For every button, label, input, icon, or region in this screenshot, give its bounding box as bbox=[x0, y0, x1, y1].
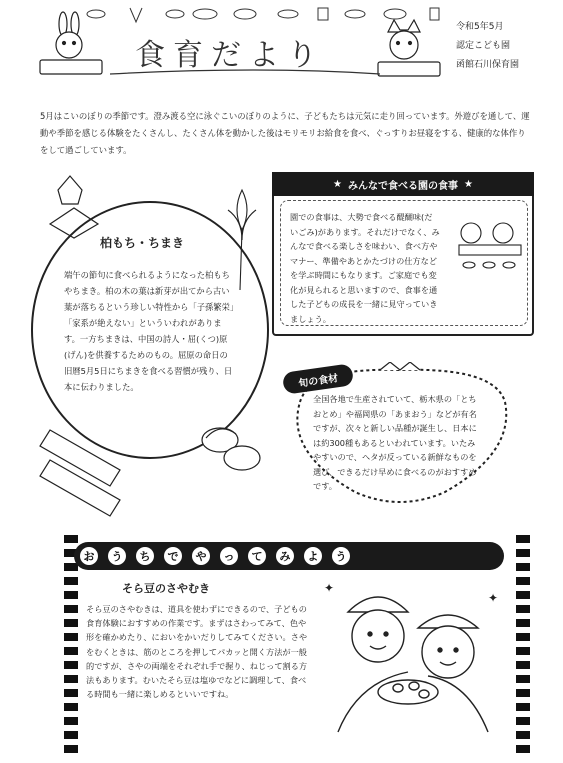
banner-char: よ bbox=[304, 547, 322, 565]
header-meta bbox=[456, 18, 519, 75]
children-eating-icon bbox=[455, 215, 525, 275]
banner-char: で bbox=[164, 547, 182, 565]
banner-char: っ bbox=[220, 547, 238, 565]
soramame-body: そら豆のさやむきは、道具を使わずにできるので、子どもの食育体験におすすめの作業です。まずはさわってみて、色や形を確かめたり、においをかいだりしてみてください。さやをむくときは、筋のところを押してパカッと開く方法が一般的ですが、さやの両端をそれぞれ手で握り、ねじって割る方法もあります。むいたそら豆は塩ゆでなどに調理して、食べる時間も一緒に楽しめるといいですね。 bbox=[86, 604, 308, 700]
diamond-border-left bbox=[64, 535, 78, 757]
food-icons-row bbox=[87, 8, 439, 22]
intro-paragraph: 5月はこいのぼりの季節です。澄み渡る空に泳ぐこいのぼりのように、子どもたちは元気に走り回っています。外遊びを通して、運動や季節を感じる体験をたくさんし、たくさん体を動かした後はモリモリお給食を食べ、ぐっすりお昼寝をする、健康的な体作りをして過ごしています。 bbox=[40, 111, 530, 155]
ouchi-banner-chars bbox=[80, 543, 350, 565]
star-icon: ★ bbox=[464, 178, 473, 190]
svg-text:✦: ✦ bbox=[324, 581, 335, 595]
star-icon: ★ bbox=[333, 178, 342, 190]
kashiwa-body: 端午の節句に食べられるようになった柏もちやちまき。柏の木の葉は新芽が出てから古い葉が落ちるという珍しい特性から「子孫繁栄」「家系が絶えない」といういわれがあります。一方ちまきは、中国の詩人・屈(くつ)原(げん)を供養するためのもの。屈原の命日の旧暦5月5日にちまきを食べる習慣が残り、日本に伝わりました。 bbox=[64, 270, 235, 392]
minna-section-header bbox=[272, 172, 534, 196]
minna-body: 園での食事は、大勢で食べる醍醐味(だいごみ)があります。それだけでなく、みんなで食べる楽しさを味わい、食べ方やマナー、準備やあとかたづけの仕方などを学ぶ時間にもなります。ご家庭でも変化が見られると思いますので、食事を通した子どもの成長を一緒に見守っていきましょう。 bbox=[290, 212, 440, 324]
banner-char: ち bbox=[136, 547, 154, 565]
soramame-title: そら豆のさやむき bbox=[122, 582, 210, 595]
kashiwa-title: 柏もち・ちまき bbox=[100, 236, 185, 250]
cat-chef-icon bbox=[378, 20, 440, 76]
minna-title: みんなで食べる園の食事 bbox=[348, 180, 458, 192]
banner-char: や bbox=[192, 547, 210, 565]
diamond-border-right bbox=[516, 535, 530, 757]
org-name: 函館石川保育園 bbox=[456, 60, 520, 70]
banner-char: み bbox=[276, 547, 294, 565]
svg-text:✦: ✦ bbox=[488, 591, 499, 605]
children-peeling-beans-icon bbox=[318, 572, 508, 742]
shun-badge: 旬の食材 bbox=[282, 363, 354, 395]
origami-kabuto-icon bbox=[50, 176, 98, 238]
page-title: 食育だより bbox=[135, 38, 325, 73]
shun-body: 全国各地で生産されていて、栃木県の「とちおとめ」や福岡県の「あまおう」などが有名ですが、次々と新しい品種が誕生し、日本には約300種もあるといわれています。いたみやすいので、ヘタが反っている新鮮なものを選び、できるだけ早めに食べるのがおすすめです。 bbox=[313, 394, 477, 491]
banner-char: う bbox=[108, 547, 126, 565]
kashiwamochi-icon bbox=[202, 428, 260, 470]
chimaki-icon bbox=[40, 430, 120, 516]
rabbit-chef-icon bbox=[40, 12, 102, 74]
sparkle-icon bbox=[324, 581, 498, 605]
issue-date: 令和5年5月 bbox=[456, 22, 504, 32]
banner-char: て bbox=[248, 547, 266, 565]
banner-char: う bbox=[332, 547, 350, 565]
org-type: 認定こども園 bbox=[456, 41, 511, 51]
banner-char: お bbox=[80, 547, 98, 565]
